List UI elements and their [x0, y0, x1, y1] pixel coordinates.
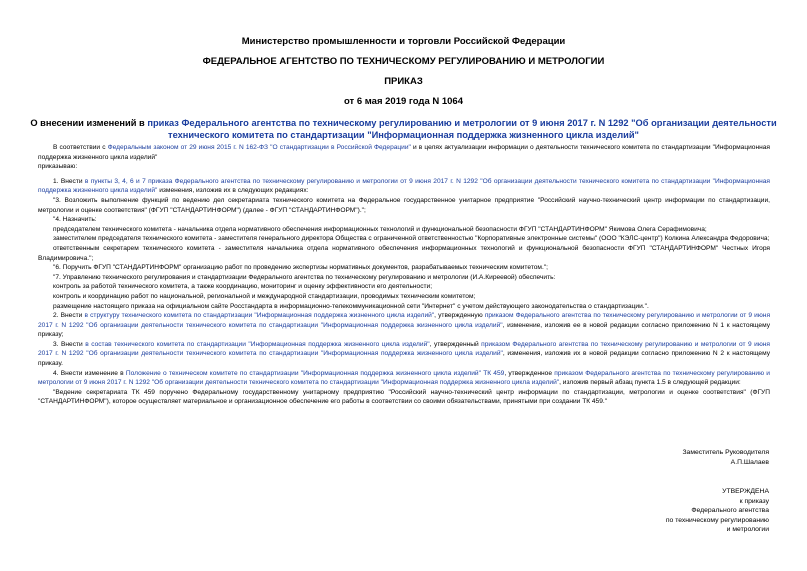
approval-line: УТВЕРЖДЕНА [722, 488, 769, 495]
order-link[interactable]: приказом Федерального агентства по техническому регулированию и метрологии от 9 июня 2017 г. N 1292 "Об организации деятельности технического комитета по стандартизации "Информационная поддержка жизненного цикла изделий" [38, 312, 771, 329]
text: и в целях актуализации информации о деятельности технического комитета по стандартизации "Информационная поддержка жизненного цикла изделий" [38, 144, 770, 161]
text: , изложив первый абзац пункта 1.5 в следующей редакции: [559, 379, 741, 387]
text: , утвержденный [429, 340, 482, 348]
text: , утвержденное [504, 369, 555, 377]
approval-line: по техническому регулированию [665, 516, 769, 524]
paragraph: "3. Возложить выполнение функций по ведению дел секретариата технического комитета на Федеральное государственное унитарное предприятие "Российский научно-технический центр информации по стандартизации, метрологии и оценке соответствия" (ФГУП "СТАНДАРТИНФОРМ") (далее - ФГУП "СТАНДАРТИНФОРМ")."; [38, 196, 770, 214]
paragraph [38, 340, 770, 369]
text: 3. Внести [53, 340, 86, 348]
federal-law-link[interactable]: Федеральным законом от 29 июня 2015 г. N 162-ФЗ "О стандартизации в Российской Федерации" [107, 144, 411, 151]
paragraph [38, 177, 770, 196]
paragraph: "7. Управлению технического регулирования и стандартизации Федерального агентства по техническому регулированию и метрологии (И.А.Киреевой) обеспечить: [53, 273, 556, 281]
paragraph: "4. Назначить: [53, 216, 97, 224]
approval-line: и метрологии [726, 526, 769, 534]
approval-line: Федерального агентства [691, 507, 769, 515]
document-title [20, 117, 787, 141]
paragraph: контроль за работой технического комитета, а также координацию, мониторинг и оценку эффективности его деятельности; [53, 283, 433, 291]
paragraph: "6. Поручить ФГУП "СТАНДАРТИНФОРМ" организацию работ по проведению экспертизы нормативных документов, разрабатываемых техническим комитетом."; [53, 264, 548, 272]
text: 2. Внести [53, 312, 85, 320]
title-order-link[interactable]: приказ Федерального агентства по техническому регулированию и метрологии от 9 июня 2017 г. N 1292 "Об организации деятельности технического комитета по стандартизации "Информационная поддержка жизненного цикла изделий" [147, 118, 777, 140]
order-points-link[interactable]: в пункты 3, 4, 6 и 7 приказа Федерального агентства по техническому регулированию и метрологии от 9 июня 2017 г. N 1292 "Об организации деятельности технического комитета по стандартизации "Информационная поддержка жизненного цикла изделий" [38, 177, 770, 195]
paragraph [38, 311, 770, 340]
order-link[interactable]: приказом Федерального агентства по техническому регулированию и метрологии от 9 июня 2017 г. N 1292 "Об организации деятельности технического комитета по стандартизации "Информационная поддержка жизненного цикла изделий" [38, 369, 770, 387]
signature-block [682, 448, 769, 467]
doc-type-heading: ПРИКАЗ [384, 76, 423, 87]
paragraph: приказываю: [38, 163, 78, 171]
doc-date-number: от 6 мая 2019 года N 1064 [343, 96, 464, 107]
paragraph: председателем технического комитета - начальника отдела нормативного обеспечения информационных технологий и функциональной безопасности ФГУП "СТАНДАРТИНФОРМ" Якимова Олега Серафимовича; [53, 225, 707, 233]
paragraph: ответственным секретарем технического комитета - заместителя начальника отдела нормативного обеспечения информационных технологий и функциональной безопасности ФГУП "СТАНДАРТИНФОРМ" Честных Игоря Владимировича."; [38, 244, 770, 262]
paragraph [38, 143, 770, 162]
structure-link[interactable]: в структуру технического комитета по стандартизации "Информационная поддержка жизненного цикла изделий" [84, 312, 435, 320]
approval-line: к приказу [739, 497, 769, 505]
document-body [38, 143, 770, 407]
signature-position: Заместитель Руководителя [682, 449, 769, 456]
paragraph: контроль и координацию работ по национальной, региональной и международной стандартизации, проводимых техническим комитетом; [53, 292, 476, 300]
regulation-link[interactable]: Положение о техническом комитете по стандартизации "Информационная поддержка жизненного цикла изделий" ТК 459 [125, 369, 505, 377]
order-link[interactable]: приказом Федерального агентства по техническому регулированию и метрологии от 9 июня 2017 г. N 1292 "Об организации деятельности технического комитета по стандартизации "Информационная поддержка жизненного цикла изделий" [38, 340, 770, 358]
paragraph [38, 369, 770, 388]
signature-name: А.П.Шалаев [730, 458, 769, 466]
text: 1. Внести [53, 177, 85, 185]
composition-link[interactable]: в состав технического комитета по стандартизации "Информационная поддержка жизненного цикла изделий" [85, 340, 430, 348]
paragraph: "Ведение секретариата ТК 459 поручено Федеральному государственному унитарному предприятию "Российский научно-технический центр информации по стандартизации, метрологии и оценке соответствия" (ФГУП "СТАНДАРТИНФОРМ"), которое осуществляет материальное и организационное обеспечение его работы в соответствии со своими обязательствами, принятыми при создании ТК 459." [38, 388, 770, 406]
approval-block [666, 487, 769, 535]
ministry-heading: Министерство промышленности и торговли Российской Федерации [241, 36, 566, 47]
paragraph: заместителем председателя технического комитета - заместителя генерального директора Общества с ограниченной ответственностью "Корпоративные электронные системы" (ООО "КЭЛС-центр") Колкина Александра Федоровича; [53, 235, 770, 243]
title-prefix: О внесении изменений в [30, 118, 148, 128]
text: 4. Внести изменение в [53, 369, 126, 377]
agency-heading: ФЕДЕРАЛЬНОЕ АГЕНТСТВО ПО ТЕХНИЧЕСКОМУ РЕГУЛИРОВАНИЮ И МЕТРОЛОГИИ [202, 56, 605, 67]
text: , утвержденную [434, 312, 485, 320]
text: изменения, изложив их в следующих редакциях: [157, 187, 309, 195]
text: , изменение, изложив ее в новой редакции согласно приложению N 1 к настоящему приказу; [38, 321, 770, 339]
text: , изменения, изложив их в новой редакции согласно приложению N 2 к настоящему приказу. [38, 350, 770, 368]
paragraph: размещение настоящего приказа на официальном сайте Росстандарта в информационно-телекоммуникационной сети "Интернет" с учетом действующего законодательства о стандартизации.". [53, 302, 649, 310]
text: В соответствии с [53, 144, 108, 151]
